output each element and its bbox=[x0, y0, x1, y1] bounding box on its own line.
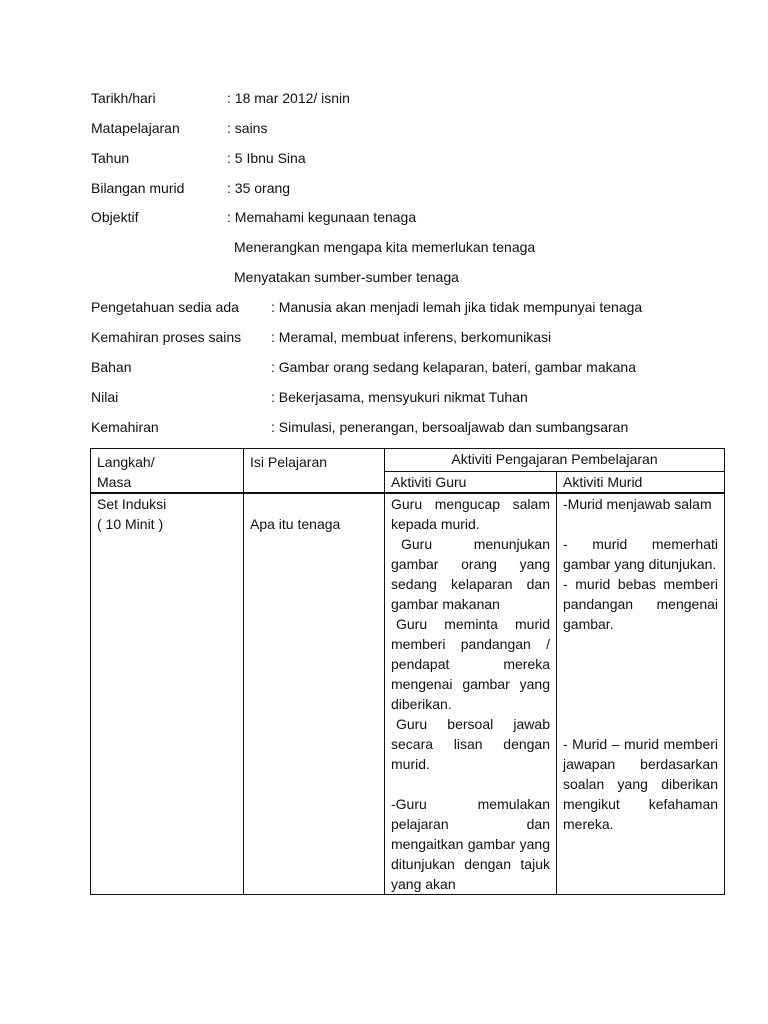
header-guru-cell bbox=[385, 472, 557, 494]
header-langkah-cell bbox=[91, 449, 244, 494]
header-aktiviti-guru: Aktiviti Guru bbox=[391, 474, 467, 490]
header-murid-cell bbox=[557, 472, 725, 494]
header-aktiviti: Aktiviti Pengajaran Pembelajaran bbox=[451, 451, 658, 467]
row1-murid-4: - Murid – murid memberi jawapan berdasarkan soalan yang diberikan mengikut kefahaman mereka. bbox=[563, 736, 719, 832]
nilai-label: Nilai bbox=[91, 389, 119, 405]
tahun-label: Tahun bbox=[91, 150, 130, 166]
objektif-label: Objektif bbox=[91, 209, 139, 225]
header-aktiviti-cell bbox=[385, 449, 725, 472]
bahan-value: : Gambar orang sedang kelaparan, bateri, gambar makana bbox=[271, 359, 636, 375]
lesson-plan-table bbox=[90, 448, 725, 895]
row1-langkah-line2: ( 10 Minit ) bbox=[97, 516, 164, 532]
row1-langkah-cell bbox=[91, 493, 244, 895]
nilai-value: : Bekerjasama, mensyukuri nikmat Tuhan bbox=[271, 389, 528, 405]
tarikh-label: Tarikh/hari bbox=[91, 90, 156, 106]
matapelajaran-value: : sains bbox=[227, 120, 268, 136]
row1-murid-2: - murid memerhati gambar yang ditunjukan. bbox=[563, 536, 719, 572]
objektif-value: : Memahami kegunaan tenaga bbox=[227, 209, 417, 225]
row1-murid-3: - murid bebas memberi pandangan mengenai gambar. bbox=[563, 576, 719, 632]
table-header-row bbox=[91, 449, 725, 472]
kemahiran-proses-value: : Meramal, membuat inferens, berkomunikasi bbox=[271, 329, 552, 345]
row1-guru-4: Guru bersoal jawab secara lisan dengan murid. bbox=[391, 716, 550, 772]
tahun-value: : 5 Ibnu Sina bbox=[227, 150, 306, 166]
row1-guru-cell bbox=[385, 493, 557, 895]
objektif-line-2: Menerangkan mengapa kita memerlukan tenaga bbox=[234, 239, 536, 255]
header-isi-pelajaran: Isi Pelajaran bbox=[250, 454, 328, 470]
bilangan-label: Bilangan murid bbox=[91, 180, 185, 196]
table-row bbox=[91, 493, 725, 895]
kemahiran-proses-label: Kemahiran proses sains bbox=[91, 329, 242, 345]
row1-guru-3: Guru meminta murid memberi pandangan / pendapat mereka mengenai gambar yang diberikan. bbox=[391, 616, 550, 712]
objektif-line-3: Menyatakan sumber-sumber tenaga bbox=[234, 269, 459, 285]
pengetahuan-label: Pengetahuan sedia ada bbox=[91, 299, 239, 315]
tarikh-value: : 18 mar 2012/ isnin bbox=[227, 90, 350, 106]
row1-murid-cell bbox=[557, 493, 725, 895]
matapelajaran-label: Matapelajaran bbox=[91, 120, 180, 136]
header-aktiviti-murid: Aktiviti Murid bbox=[563, 474, 643, 490]
row1-guru-5: -Guru memulakan pelajaran dan mengaitkan gambar yang ditunjukan dengan tajuk yang akan bbox=[391, 796, 550, 892]
row1-guru-2: Guru menunjukan gambar orang yang sedang kelaparan dan gambar makanan bbox=[391, 536, 550, 612]
row1-isi: Apa itu tenaga bbox=[250, 516, 341, 532]
pengetahuan-value: : Manusia akan menjadi lemah jika tidak mempunyai tenaga bbox=[271, 299, 643, 315]
header-isi-cell bbox=[244, 449, 385, 494]
header-langkah-line1: Langkah/ bbox=[97, 454, 155, 470]
row1-guru-1: Guru mengucap salam kepada murid. bbox=[391, 496, 550, 532]
row1-isi-cell bbox=[244, 493, 385, 895]
bahan-label: Bahan bbox=[91, 359, 132, 375]
row1-murid-1: -Murid menjawab salam bbox=[563, 496, 712, 512]
kemahiran-value: : Simulasi, penerangan, bersoaljawab dan sumbangsaran bbox=[271, 419, 629, 435]
bilangan-value: : 35 orang bbox=[227, 180, 291, 196]
row1-langkah-line1: Set Induksi bbox=[97, 496, 167, 512]
header-langkah-line2: Masa bbox=[97, 474, 132, 490]
kemahiran-label: Kemahiran bbox=[91, 419, 159, 435]
